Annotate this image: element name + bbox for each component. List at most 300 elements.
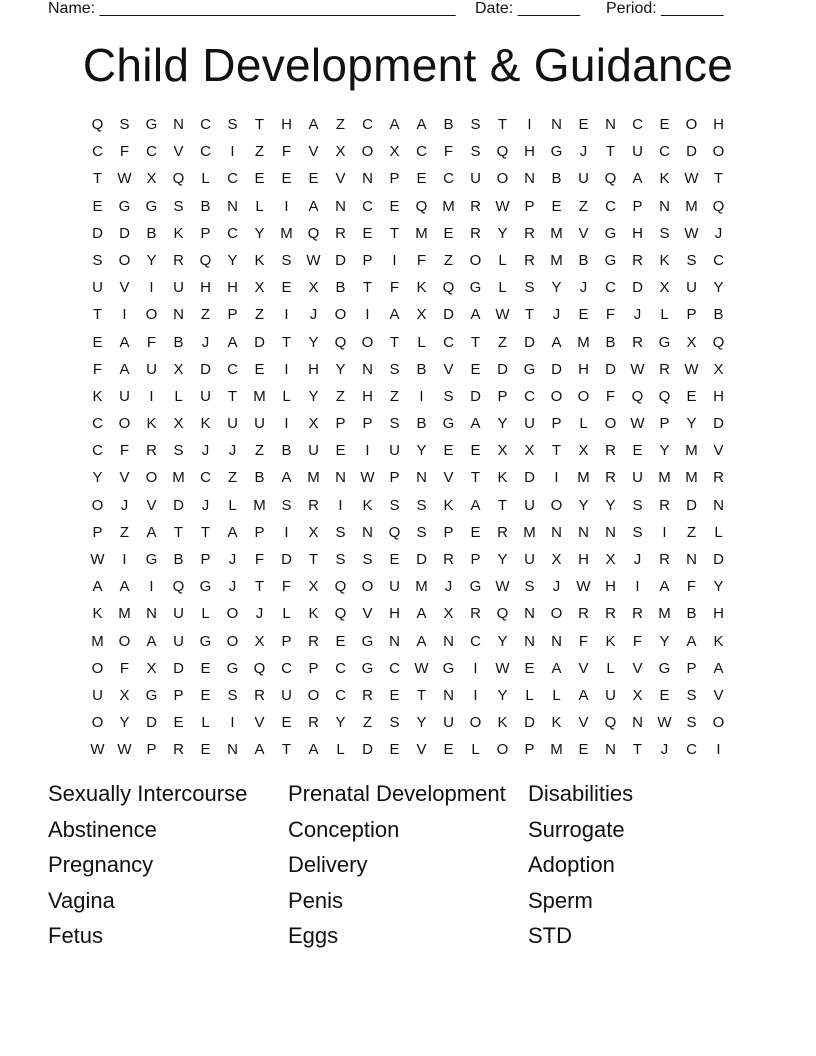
grid-letter: T: [389, 224, 400, 242]
grid-row: [84, 522, 732, 549]
grid-letter: C: [362, 116, 373, 133]
grid-letter: E: [389, 741, 400, 759]
grid-letter: O: [361, 143, 374, 161]
grid-letter: B: [200, 197, 211, 215]
grid-letter: G: [442, 659, 455, 677]
grid-letter: I: [419, 387, 424, 405]
grid-letter: J: [552, 306, 561, 324]
grid-letter: Z: [497, 333, 508, 351]
grid-letter: Y: [713, 578, 724, 596]
grid-letter: J: [633, 551, 642, 568]
grid-letter: R: [605, 605, 616, 623]
grid-letter: G: [469, 279, 482, 297]
grid-row: [84, 359, 732, 386]
grid-letter: C: [281, 659, 292, 677]
grid-letter: H: [713, 605, 724, 623]
word-bank-row: [48, 887, 768, 923]
grid-letter: Y: [416, 714, 427, 732]
grid-letter: J: [255, 605, 264, 623]
grid-letter: I: [392, 251, 397, 269]
grid-letter: Y: [686, 415, 697, 433]
grid-letter: K: [362, 496, 373, 514]
grid-letter: P: [524, 741, 535, 759]
grid-letter: X: [146, 170, 157, 188]
grid-letter: K: [713, 632, 724, 650]
grid-letter: Y: [119, 714, 130, 732]
grid-letter: N: [605, 523, 616, 541]
grid-letter: X: [146, 659, 157, 677]
grid-letter: V: [443, 360, 454, 378]
grid-letter: I: [473, 686, 478, 704]
grid-letter: B: [173, 551, 184, 568]
grid-letter: M: [658, 469, 671, 487]
grid-letter: T: [497, 496, 508, 514]
grid-letter: S: [173, 442, 184, 460]
grid-letter: V: [119, 469, 130, 487]
grid-letter: B: [281, 442, 292, 460]
grid-row: [84, 631, 732, 658]
grid-letter: X: [335, 143, 346, 161]
grid-letter: P: [335, 415, 346, 433]
grid-letter: I: [149, 578, 154, 596]
grid-letter: L: [282, 387, 291, 405]
grid-letter: O: [145, 306, 158, 324]
grid-letter: M: [577, 469, 590, 487]
grid-letter: X: [308, 578, 319, 596]
grid-letter: E: [551, 197, 562, 215]
grid-letter: R: [524, 251, 535, 269]
grid-letter: X: [119, 686, 130, 704]
grid-letter: Y: [416, 442, 427, 460]
grid-letter: J: [228, 551, 237, 568]
grid-letter: U: [632, 143, 643, 161]
grid-letter: C: [92, 415, 103, 433]
grid-letter: D: [281, 551, 292, 568]
grid-letter: G: [226, 659, 239, 677]
grid-row: [84, 658, 732, 685]
grid-letter: X: [254, 279, 265, 297]
grid-letter: N: [362, 523, 373, 541]
grid-letter: Y: [497, 224, 508, 242]
grid-letter: B: [605, 333, 616, 351]
grid-letter: E: [281, 170, 292, 188]
grid-letter: A: [119, 360, 130, 378]
grid-letter: P: [686, 306, 697, 324]
word-bank-row: [48, 780, 768, 816]
grid-letter: P: [551, 415, 562, 433]
grid-letter: P: [362, 251, 373, 269]
grid-letter: N: [443, 632, 454, 650]
grid-letter: I: [284, 197, 289, 215]
grid-letter: F: [281, 578, 292, 596]
grid-letter: U: [92, 279, 103, 297]
grid-letter: M: [550, 741, 563, 759]
grid-letter: W: [630, 360, 645, 378]
grid-letter: Z: [119, 523, 130, 541]
grid-letter: U: [470, 170, 481, 188]
grid-letter: N: [227, 741, 238, 759]
grid-letter: V: [254, 714, 265, 732]
grid-letter: P: [200, 551, 211, 568]
grid-letter: G: [523, 360, 536, 378]
grid-letter: R: [578, 605, 589, 623]
grid-letter: C: [200, 116, 211, 133]
grid-letter: F: [605, 306, 616, 324]
grid-letter: J: [714, 224, 723, 242]
page-title: Child Development & Guidance: [82, 39, 734, 91]
grid-letter: O: [550, 605, 563, 623]
grid-letter: X: [416, 306, 427, 324]
grid-letter: U: [308, 442, 319, 460]
grid-letter: M: [415, 224, 428, 242]
grid-letter: E: [200, 659, 211, 677]
grid-letter: O: [550, 496, 563, 514]
grid-letter: T: [362, 279, 373, 297]
grid-letter: S: [362, 551, 373, 568]
grid-letter: R: [308, 496, 319, 514]
word-bank-item: Disabilities: [528, 781, 634, 806]
grid-letter: V: [443, 469, 454, 487]
grid-letter: P: [686, 659, 697, 677]
grid-letter: V: [578, 224, 589, 242]
grid-letter: E: [389, 551, 400, 568]
grid-letter: I: [122, 551, 127, 568]
grid-letter: E: [200, 686, 211, 704]
grid-letter: H: [524, 143, 535, 161]
grid-row: [84, 739, 732, 766]
grid-letter: B: [551, 170, 562, 188]
grid-letter: P: [632, 197, 643, 215]
grid-letter: K: [659, 251, 670, 269]
grid-letter: T: [605, 143, 616, 161]
grid-letter: D: [362, 741, 373, 759]
grid-letter: S: [173, 197, 184, 215]
grid-letter: Y: [659, 442, 670, 460]
grid-letter: K: [92, 387, 103, 405]
grid-letter: X: [308, 415, 319, 433]
grid-letter: X: [713, 360, 724, 378]
grid-letter: V: [713, 442, 724, 460]
grid-letter: T: [281, 333, 292, 351]
grid-letter: D: [524, 469, 535, 487]
grid-letter: X: [497, 442, 508, 460]
grid-letter: C: [443, 333, 454, 351]
grid-letter: I: [527, 116, 532, 133]
grid-letter: S: [389, 360, 400, 378]
grid-letter: K: [173, 224, 184, 242]
grid-letter: S: [470, 116, 481, 133]
grid-letter: G: [145, 197, 158, 215]
grid-letter: Q: [91, 116, 104, 133]
grid-letter: S: [92, 251, 103, 269]
grid-letter: U: [389, 578, 400, 596]
grid-letter: U: [605, 686, 616, 704]
grid-letter: E: [362, 224, 373, 242]
grid-letter: O: [604, 415, 617, 433]
grid-letter: J: [633, 306, 642, 324]
grid-letter: D: [146, 714, 157, 732]
grid-letter: O: [496, 170, 509, 188]
grid-letter: U: [578, 170, 589, 188]
grid-letter: D: [497, 360, 508, 378]
grid-letter: Z: [362, 714, 373, 732]
grid-letter: S: [632, 523, 643, 541]
grid-letter: V: [632, 659, 643, 677]
grid-letter: X: [308, 279, 319, 297]
grid-letter: C: [389, 659, 400, 677]
grid-letter: N: [524, 170, 535, 188]
word-bank-item: Delivery: [288, 852, 368, 878]
grid-letter: N: [227, 197, 238, 215]
grid-letter: E: [92, 197, 103, 215]
grid-letter: E: [254, 360, 265, 378]
grid-letter: E: [659, 116, 670, 133]
word-bank-item: Penis: [288, 887, 344, 913]
grid-letter: G: [469, 578, 482, 596]
grid-letter: T: [497, 116, 508, 133]
grid-letter: W: [90, 741, 105, 759]
grid-letter: S: [686, 714, 697, 732]
grid-row: [84, 576, 732, 603]
grid-letter: O: [361, 333, 374, 351]
grid-letter: E: [335, 442, 346, 460]
grid-letter: E: [389, 686, 400, 704]
grid-letter: Y: [578, 496, 589, 514]
grid-letter: N: [686, 551, 697, 568]
grid-letter: A: [227, 523, 238, 541]
grid-letter: W: [90, 551, 105, 568]
grid-letter: I: [284, 523, 289, 541]
grid-letter: U: [173, 605, 184, 623]
grid-letter: L: [714, 523, 723, 541]
grid-letter: L: [228, 496, 237, 514]
word-bank-item: Abstinence: [48, 816, 157, 842]
grid-letter: I: [473, 659, 478, 677]
grid-letter: Q: [496, 143, 509, 161]
grid-letter: F: [416, 251, 427, 269]
grid-letter: E: [632, 442, 643, 460]
grid-letter: F: [281, 143, 292, 161]
grid-letter: X: [443, 605, 454, 623]
grid-letter: Y: [254, 224, 265, 242]
grid-letter: O: [577, 387, 590, 405]
grid-letter: I: [338, 496, 343, 514]
grid-letter: D: [173, 659, 184, 677]
grid-letter: X: [389, 143, 400, 161]
grid-letter: L: [606, 659, 615, 677]
grid-letter: T: [92, 306, 103, 324]
grid-letter: R: [713, 469, 724, 487]
grid-letter: L: [201, 170, 210, 188]
grid-letter: M: [577, 333, 590, 351]
word-bank-item: Conception: [288, 816, 400, 842]
word-bank-item: STD: [528, 923, 572, 949]
grid-letter: P: [443, 523, 454, 541]
grid-letter: H: [578, 360, 589, 378]
grid-letter: O: [91, 714, 104, 732]
grid-letter: J: [444, 578, 453, 596]
grid-letter: L: [255, 197, 264, 215]
grid-letter: X: [173, 415, 184, 433]
grid-letter: Z: [389, 387, 400, 405]
grid-letter: N: [551, 116, 562, 133]
grid-letter: B: [578, 251, 589, 269]
grid-letter: M: [253, 387, 266, 405]
grid-letter: J: [579, 279, 588, 297]
grid-letter: R: [146, 442, 157, 460]
grid-letter: M: [91, 632, 104, 650]
header-fields: [48, 0, 748, 20]
grid-row: [84, 413, 732, 440]
grid-letter: I: [284, 415, 289, 433]
grid-letter: P: [254, 523, 265, 541]
grid-letter: W: [630, 415, 645, 433]
grid-letter: O: [91, 659, 104, 677]
grid-letter: T: [227, 387, 238, 405]
grid-letter: M: [442, 197, 455, 215]
grid-letter: P: [227, 306, 238, 324]
grid-letter: T: [308, 551, 319, 568]
grid-row: [84, 223, 732, 250]
grid-letter: Q: [172, 170, 185, 188]
grid-row: [84, 495, 732, 522]
grid-letter: C: [605, 279, 616, 297]
grid-letter: S: [389, 496, 400, 514]
grid-letter: C: [92, 143, 103, 161]
grid-letter: R: [308, 632, 319, 650]
grid-letter: S: [281, 496, 292, 514]
grid-letter: N: [335, 469, 346, 487]
grid-letter: G: [658, 659, 671, 677]
grid-letter: M: [307, 469, 320, 487]
grid-letter: L: [201, 605, 210, 623]
word-bank-item: Vagina: [48, 887, 115, 913]
grid-letter: H: [713, 387, 724, 405]
grid-letter: V: [578, 714, 589, 732]
grid-letter: I: [230, 714, 235, 732]
grid-letter: L: [498, 251, 507, 269]
grid-letter: N: [605, 741, 616, 759]
grid-letter: E: [281, 714, 292, 732]
grid-letter: E: [578, 741, 589, 759]
word-bank: [48, 780, 768, 958]
grid-letter: Z: [254, 143, 265, 161]
grid-letter: D: [200, 360, 211, 378]
grid-row: [84, 467, 732, 494]
grid-letter: V: [713, 686, 724, 704]
grid-letter: N: [335, 197, 346, 215]
grid-letter: M: [685, 197, 698, 215]
grid-letter: H: [362, 387, 373, 405]
grid-letter: Z: [254, 306, 265, 324]
grid-letter: E: [524, 659, 535, 677]
grid-letter: E: [389, 197, 400, 215]
grid-letter: S: [416, 523, 427, 541]
grid-letter: K: [497, 714, 508, 732]
grid-letter: T: [416, 686, 427, 704]
grid-row: [84, 277, 732, 304]
grid-letter: P: [497, 387, 508, 405]
grid-letter: R: [308, 714, 319, 732]
grid-letter: R: [335, 224, 346, 242]
grid-letter: I: [554, 469, 559, 487]
grid-letter: U: [524, 551, 535, 568]
grid-letter: V: [578, 659, 589, 677]
grid-letter: E: [92, 333, 103, 351]
grid-row: [84, 440, 732, 467]
grid-letter: P: [173, 686, 184, 704]
grid-letter: G: [199, 632, 212, 650]
date-field-label: Date: _______: [475, 0, 580, 17]
grid-letter: G: [118, 197, 131, 215]
grid-letter: R: [254, 686, 265, 704]
grid-letter: N: [416, 469, 427, 487]
grid-row: [84, 196, 732, 223]
grid-letter: A: [254, 741, 265, 759]
grid-letter: Y: [713, 279, 724, 297]
grid-letter: L: [174, 387, 183, 405]
grid-letter: E: [335, 632, 346, 650]
grid-letter: C: [227, 224, 238, 242]
grid-letter: S: [470, 143, 481, 161]
grid-letter: V: [416, 741, 427, 759]
grid-letter: T: [470, 469, 481, 487]
grid-letter: P: [389, 469, 400, 487]
grid-letter: Y: [335, 714, 346, 732]
grid-letter: L: [552, 686, 561, 704]
grid-letter: R: [470, 605, 481, 623]
grid-letter: S: [524, 279, 535, 297]
grid-letter: S: [389, 714, 400, 732]
grid-letter: M: [550, 224, 563, 242]
grid-row: [84, 304, 732, 331]
grid-letter: C: [713, 251, 724, 269]
grid-letter: E: [308, 170, 319, 188]
grid-row: [84, 603, 732, 630]
grid-letter: W: [360, 469, 375, 487]
word-bank-row: [48, 816, 768, 852]
grid-letter: G: [361, 659, 374, 677]
grid-letter: P: [308, 659, 319, 677]
grid-letter: A: [551, 659, 562, 677]
grid-letter: U: [524, 415, 535, 433]
grid-letter: D: [713, 415, 724, 433]
grid-letter: G: [604, 224, 617, 242]
grid-letter: C: [335, 686, 346, 704]
grid-letter: Q: [442, 279, 455, 297]
grid-letter: A: [416, 632, 427, 650]
grid-letter: K: [605, 632, 616, 650]
grid-letter: A: [119, 578, 130, 596]
grid-letter: S: [632, 496, 643, 514]
word-search-grid: [84, 114, 732, 767]
grid-letter: J: [228, 442, 237, 460]
grid-letter: U: [200, 387, 211, 405]
grid-letter: N: [578, 523, 589, 541]
period-field-label: Period: _______: [606, 0, 724, 17]
grid-letter: Y: [497, 686, 508, 704]
grid-letter: U: [119, 387, 130, 405]
grid-letter: C: [524, 387, 535, 405]
grid-letter: A: [308, 197, 319, 215]
grid-letter: H: [308, 360, 319, 378]
grid-letter: J: [309, 306, 318, 324]
grid-letter: D: [524, 333, 535, 351]
grid-letter: T: [281, 741, 292, 759]
grid-row: [84, 549, 732, 576]
grid-letter: Z: [227, 469, 238, 487]
grid-letter: S: [227, 686, 238, 704]
